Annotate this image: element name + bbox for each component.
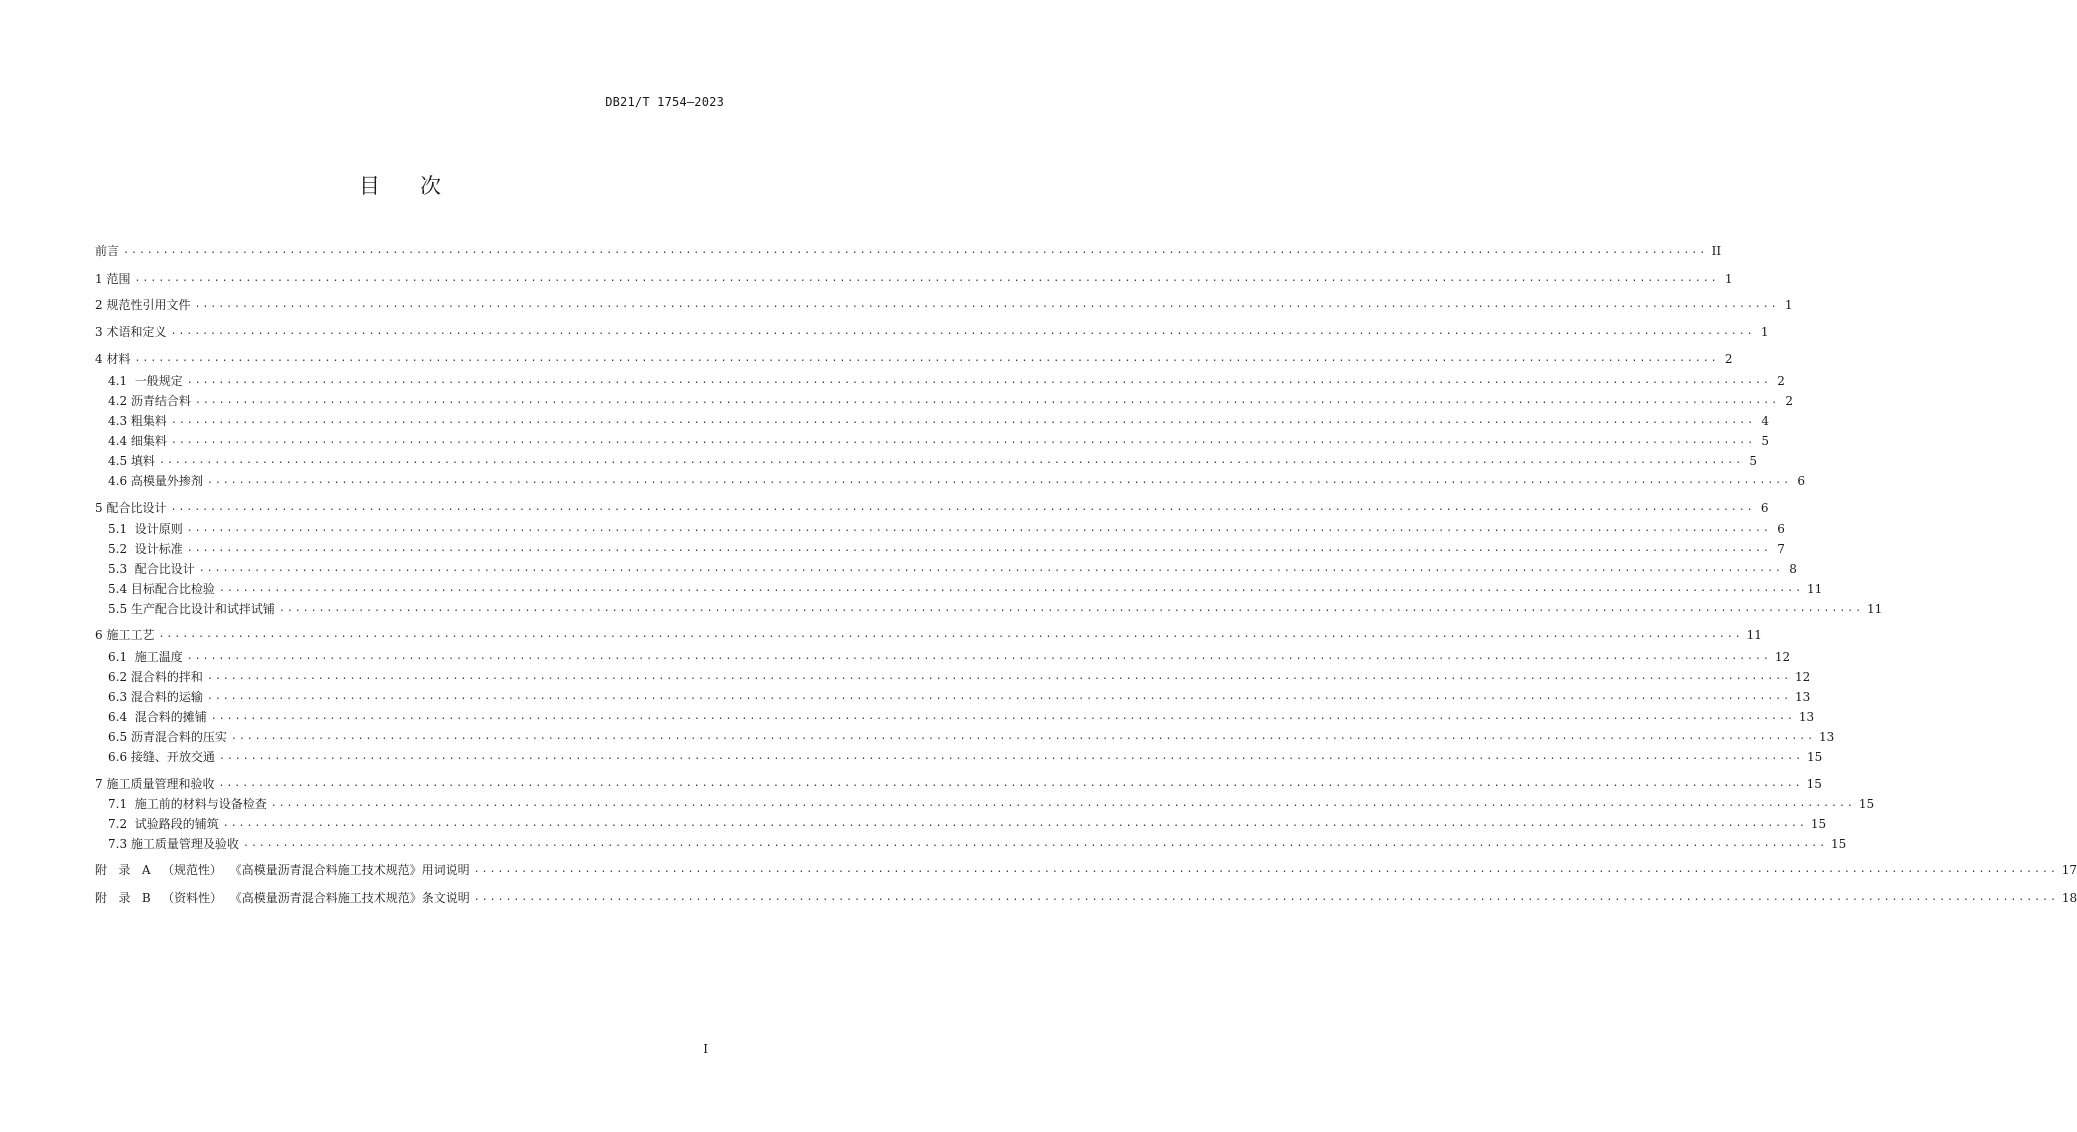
dot-leader: ........................................................................................................................................................................................................ bbox=[170, 326, 1755, 337]
toc-page-number: 11 bbox=[1807, 582, 1823, 596]
toc-entry-4-5[interactable]: 4.5 填料 ........................................................................................................................................................................................................ 5 bbox=[108, 451, 723, 471]
dot-leader: ........................................................................................................................................................................................................ bbox=[222, 818, 1807, 829]
toc-entry-5-3[interactable]: 5.3 配合比设计 ........................................................................................................................................................................................................ 8 bbox=[108, 559, 723, 579]
toc-entry-appendix-a[interactable]: 附 录 A （规范性） 《高模量沥青混合料施工技术规范》用词说明 ........................................................................................................................................................................................................ 17 bbox=[95, 860, 723, 880]
dot-leader: ........................................................................................................................................................................................................ bbox=[158, 455, 1744, 466]
toc-entry-1[interactable]: 1 范围 ........................................................................................................................................................................................................ 1 bbox=[95, 269, 723, 289]
toc-entry-4-3[interactable]: 4.3 粗集料 ........................................................................................................................................................................................................ 4 bbox=[108, 411, 723, 431]
toc-page-number: 15 bbox=[1807, 750, 1823, 764]
toc-title-char-2: 次 bbox=[420, 174, 441, 198]
toc-entry-5-4[interactable]: 5.4 目标配合比检验 ........................................................................................................................................................................................................ 11 bbox=[108, 579, 723, 599]
dot-leader: ........................................................................................................................................................................................................ bbox=[473, 864, 2058, 875]
dot-leader: ........................................................................................................................................................................................................ bbox=[186, 543, 1771, 554]
toc-entry-4-1[interactable]: 4.1 一般规定 ........................................................................................................................................................................................................ 2 bbox=[108, 371, 723, 391]
toc-entry-5-2[interactable]: 5.2 设计标准 ........................................................................................................................................................................................................ 7 bbox=[108, 539, 723, 559]
dot-leader: ........................................................................................................................................................................................................ bbox=[194, 299, 1779, 310]
toc-page-number: 7 bbox=[1777, 542, 1785, 556]
dot-leader: ........................................................................................................................................................................................................ bbox=[242, 838, 1828, 849]
toc-entry-6-6[interactable]: 6.6 接缝、开放交通 ........................................................................................................................................................................................................ 15 bbox=[108, 747, 723, 767]
dot-leader: ........................................................................................................................................................................................................ bbox=[123, 245, 1708, 256]
dot-leader: ........................................................................................................................................................................................................ bbox=[206, 671, 1792, 682]
toc-entry-2[interactable]: 2 规范性引用文件 ........................................................................................................................................................................................................ 1 bbox=[95, 295, 723, 315]
toc-entry-4-2[interactable]: 4.2 沥青结合料 ........................................................................................................................................................................................................ 2 bbox=[108, 391, 723, 411]
toc-page-number: 1 bbox=[1724, 272, 1733, 286]
toc-entry-7-3[interactable]: 7.3 施工质量管理及验收 ........................................................................................................................................................................................................ 15 bbox=[108, 834, 723, 854]
toc-page-number: 13 bbox=[1819, 730, 1835, 744]
toc-entry-7[interactable]: 7 施工质量管理和验收 ........................................................................................................................................................................................................ 15 bbox=[95, 774, 723, 794]
toc-entry-6-1[interactable]: 6.1 施工温度 ........................................................................................................................................................................................................ 12 bbox=[108, 647, 723, 667]
toc-page-number: 8 bbox=[1789, 562, 1797, 576]
toc-entry-7-2[interactable]: 7.2 试验路段的铺筑 ........................................................................................................................................................................................................ 15 bbox=[108, 814, 723, 834]
toc-page-number: 13 bbox=[1795, 690, 1811, 704]
toc-page-number: 15 bbox=[1806, 777, 1822, 791]
dot-leader: ........................................................................................................................................................................................................ bbox=[278, 603, 1864, 614]
dot-leader: ........................................................................................................................................................................................................ bbox=[186, 651, 1771, 662]
dot-leader: ........................................................................................................................................................................................................ bbox=[206, 691, 1792, 702]
toc-entry-7-1[interactable]: 7.1 施工前的材料与设备检查 ........................................................................................................................................................................................................ 15 bbox=[108, 794, 723, 814]
toc-entry-5[interactable]: 5 配合比设计 ........................................................................................................................................................................................................ 6 bbox=[95, 498, 723, 518]
toc-page-number: 1 bbox=[1784, 298, 1793, 312]
dot-leader: ........................................................................................................................................................................................................ bbox=[170, 435, 1756, 446]
toc-page-number: 1 bbox=[1760, 325, 1769, 339]
toc-page-number: 11 bbox=[1867, 602, 1883, 616]
toc-entry-6[interactable]: 6 施工工艺 ........................................................................................................................................................................................................ 11 bbox=[95, 625, 723, 645]
toc-entry-6-4[interactable]: 6.4 混合料的摊铺 ........................................................................................................................................................................................................ 13 bbox=[108, 707, 723, 727]
toc-page-number: 5 bbox=[1749, 454, 1758, 468]
toc-entry-appendix-b[interactable]: 附 录 B （资料性） 《高模量沥青混合料施工技术规范》条文说明 ........................................................................................................................................................................................................ 18 bbox=[95, 888, 723, 908]
toc-page-number: 6 bbox=[1777, 522, 1785, 536]
toc-page-number: 15 bbox=[1831, 837, 1847, 851]
toc-page-number: 18 bbox=[2061, 891, 2077, 905]
toc-entry-foreword[interactable]: 前言 ........................................................................................................................................................................................................ II bbox=[95, 241, 723, 261]
dot-leader: ........................................................................................................................................................................................................ bbox=[134, 353, 1719, 364]
dot-leader: ........................................................................................................................................................................................................ bbox=[158, 629, 1743, 640]
toc-entry-4-4[interactable]: 4.4 细集料 ........................................................................................................................................................................................................ 5 bbox=[108, 431, 723, 451]
toc-entry-6-5[interactable]: 6.5 沥青混合料的压实 ........................................................................................................................................................................................................ 13 bbox=[108, 727, 723, 747]
footer-page-number: I bbox=[703, 1042, 708, 1056]
dot-leader: ........................................................................................................................................................................................................ bbox=[218, 778, 1803, 789]
toc-page-number: 11 bbox=[1746, 628, 1762, 642]
toc-entry-5-1[interactable]: 5.1 设计原则 ........................................................................................................................................................................................................ 6 bbox=[108, 519, 723, 539]
toc-entry-4-6[interactable]: 4.6 高模量外掺剂 ........................................................................................................................................................................................................ 6 bbox=[108, 471, 723, 491]
toc-page-number: 5 bbox=[1761, 434, 1770, 448]
toc-page-number: 12 bbox=[1795, 670, 1811, 684]
toc-entry-3[interactable]: 3 术语和定义 ........................................................................................................................................................................................................ 1 bbox=[95, 322, 723, 342]
toc-page-number: 15 bbox=[1858, 797, 1875, 811]
dot-leader: ........................................................................................................................................................................................................ bbox=[218, 751, 1804, 762]
toc-page-number: 6 bbox=[1760, 501, 1769, 515]
toc-page-number: II bbox=[1711, 244, 1722, 258]
toc-page-number: 2 bbox=[1785, 394, 1794, 408]
dot-leader: ........................................................................................................................................................................................................ bbox=[186, 523, 1771, 534]
toc-page-number: 4 bbox=[1761, 414, 1770, 428]
document-code: DB21/T 1754—2023 bbox=[605, 95, 724, 109]
dot-leader: ........................................................................................................................................................................................................ bbox=[218, 583, 1804, 594]
dot-leader: ........................................................................................................................................................................................................ bbox=[473, 892, 2058, 903]
toc-entry-4[interactable]: 4 材料 ........................................................................................................................................................................................................ 2 bbox=[95, 349, 723, 369]
dot-leader: ........................................................................................................................................................................................................ bbox=[270, 798, 1855, 809]
toc-page-number: 6 bbox=[1797, 474, 1806, 488]
dot-leader: ........................................................................................................................................................................................................ bbox=[170, 502, 1755, 513]
dot-leader: ........................................................................................................................................................................................................ bbox=[170, 415, 1756, 426]
toc-page-number: 2 bbox=[1777, 374, 1785, 388]
dot-leader: ........................................................................................................................................................................................................ bbox=[186, 375, 1771, 386]
dot-leader: ........................................................................................................................................................................................................ bbox=[134, 273, 1719, 284]
dot-leader: ........................................................................................................................................................................................................ bbox=[206, 475, 1792, 486]
dot-leader: ........................................................................................................................................................................................................ bbox=[230, 731, 1816, 742]
toc-entry-6-3[interactable]: 6.3 混合料的运输 ........................................................................................................................................................................................................ 13 bbox=[108, 687, 723, 707]
dot-leader: ........................................................................................................................................................................................................ bbox=[210, 711, 1795, 722]
toc-title-char-1: 目 bbox=[359, 174, 380, 198]
dot-leader: ........................................................................................................................................................................................................ bbox=[194, 395, 1780, 406]
toc-entry-6-2[interactable]: 6.2 混合料的拌和 ........................................................................................................................................................................................................ 12 bbox=[108, 667, 723, 687]
toc-entry-5-5[interactable]: 5.5 生产配合比设计和试拌试铺 ........................................................................................................................................................................................................ 11 bbox=[108, 599, 723, 619]
toc-page-number: 15 bbox=[1810, 817, 1827, 831]
toc-page-number: 2 bbox=[1724, 352, 1733, 366]
toc-page-number: 13 bbox=[1798, 710, 1815, 724]
toc-page-number: 17 bbox=[2061, 863, 2077, 877]
dot-leader: ........................................................................................................................................................................................................ bbox=[198, 563, 1783, 574]
toc-page-number: 12 bbox=[1774, 650, 1791, 664]
